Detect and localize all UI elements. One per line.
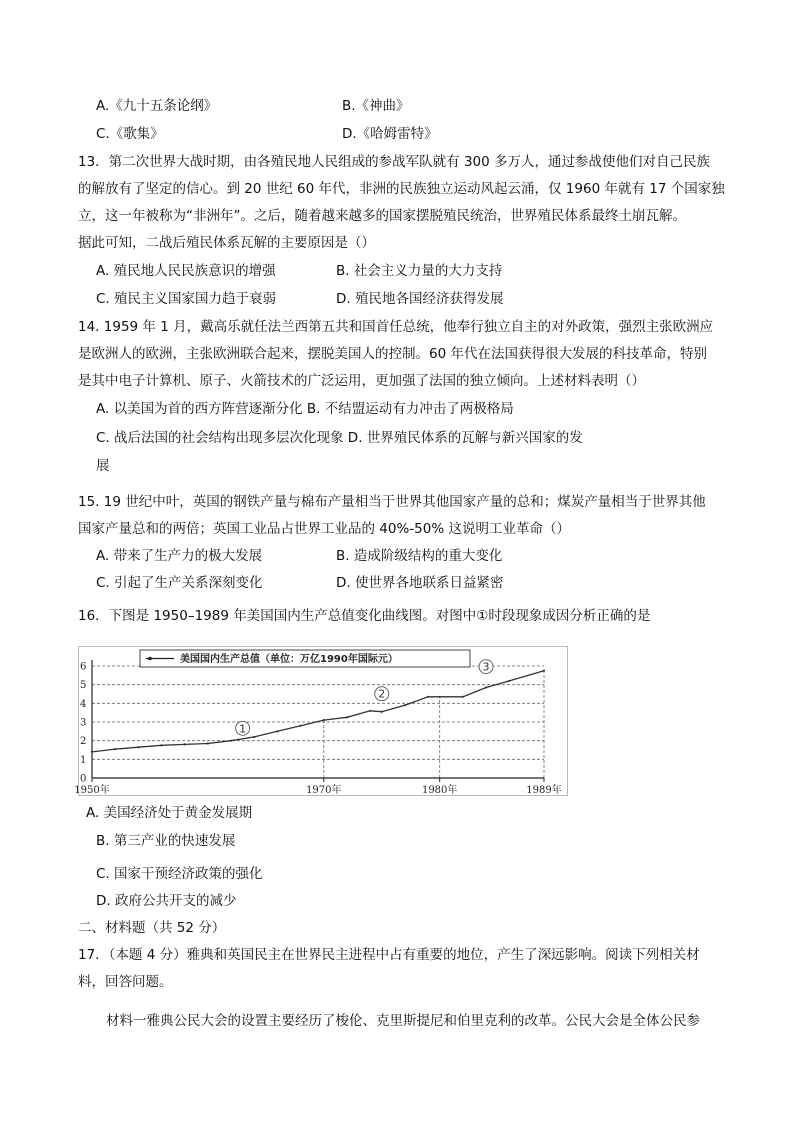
annotation-label-1: 1 <box>239 722 247 736</box>
q13-option-a: A. 殖民地人民民族意识的增强 <box>96 263 276 279</box>
gdp-point-1970 <box>323 719 325 721</box>
q13-line-3: 立，这一年被称为“非洲年”。之后，随着越来越多的国家摆脱殖民统治，世界殖民体系最终土崩瓦解。 <box>78 208 686 224</box>
q16-option-c: C. 国家干预经济政策的强化 <box>96 866 263 882</box>
gdp-point-1950 <box>91 751 93 753</box>
q17-line-1: 17．（本题 4 分）雅典和英国民主在世界民主进程中占有重要的地位，产生了深远影响。阅读下列相关材 <box>78 947 700 963</box>
q13-option-b: B. 社会主义力量的大力支持 <box>336 263 503 279</box>
q15-line-2: 国家产量总和的两倍；英国工业品占世界工业品的 40%-50% 这说明工业革命（） <box>78 521 570 537</box>
q16-option-b: B. 第三产业的快速发展 <box>96 833 236 849</box>
gdp-point-1972 <box>346 716 348 718</box>
q12-option-d: D.《哈姆雷特》 <box>342 126 438 142</box>
q13-line-1: 13．第二次世界大战时期，由各殖民地人民组成的参战军队就有 300 多万人，通过参战使他们对自己民族 <box>78 154 711 170</box>
q12-option-c: C.《歌集》 <box>96 126 164 142</box>
q12-option-b: B.《神曲》 <box>342 98 410 114</box>
y-tick-label-0: 0 <box>80 773 87 785</box>
gdp-point-1968 <box>300 725 302 727</box>
q17-line-2: 料，回答问题。 <box>78 974 173 990</box>
q13-option-c: C. 殖民主义国家国力趋于衰弱 <box>96 291 277 307</box>
gdp-point-1954 <box>137 746 139 748</box>
q16-line: 16．下图是 1950–1989 年美国国内生产总值变化曲线图。对图中①时段现象成因分析正确的是 <box>78 608 651 624</box>
gdp-point-1979 <box>427 696 429 698</box>
annotation-label-3: 3 <box>482 660 490 674</box>
gdp-point-1974 <box>369 710 371 712</box>
gdp-point-1989 <box>543 670 545 672</box>
y-tick-label-1: 1 <box>80 754 87 766</box>
q14-line-1: 14. 1959 年 1 月，戴高乐就任法兰西第五共和国首任总统，他奉行独立自主的对外政策，强烈主张欧洲应 <box>78 319 714 335</box>
q14-option-cd: C. 战后法国的社会结构出现多层次化现象 D. 世界殖民体系的瓦解与新兴国家的发 <box>96 430 583 446</box>
gdp-chart-svg <box>74 646 568 796</box>
gdp-point-1984 <box>485 686 487 688</box>
y-tick-label-3: 3 <box>80 717 87 729</box>
gdp-point-1958 <box>184 743 186 745</box>
q12-option-a: A.《九十五条论纲》 <box>96 98 218 114</box>
gdp-point-1980 <box>439 696 441 698</box>
y-tick-label-4: 4 <box>80 698 87 710</box>
section-title: 二、材料题（共 52 分） <box>78 920 226 936</box>
chart-legend <box>140 650 470 667</box>
gdp-point-1960 <box>207 742 209 744</box>
q14-line-2: 是欧洲人的欧洲，主张欧洲联合起来，摆脱美国人的控制。60 年代在法国获得很大发展的科技革命，特别 <box>78 346 707 362</box>
q13-line-2: 的解放有了坚定的信心。到 20 世纪 60 年代，非洲的民族独立运动风起云涌，仅 1960 年就有 17 个国家独 <box>78 181 725 197</box>
x-tick-label-1950: 1950年 <box>74 785 110 796</box>
q14-line-3: 是其中电子计算机、原子、火箭技术的广泛运用，更加强了法国的独立倾向。上述材料表明（） <box>78 373 645 389</box>
q14-option-cd-tail: 展 <box>96 458 110 474</box>
gdp-point-1986 <box>508 680 510 682</box>
gdp-point-1982 <box>462 696 464 698</box>
annotation-label-2: 2 <box>378 687 386 701</box>
q15-option-d: D. 使世界各地联系日益紧密 <box>336 575 504 591</box>
y-tick-label-5: 5 <box>80 680 87 692</box>
q16-option-d: D. 政府公共开支的减少 <box>96 893 237 909</box>
x-tick-label-1970: 1970年 <box>306 785 342 796</box>
q13-option-d: D. 殖民地各国经济获得发展 <box>336 291 504 307</box>
q15-option-c: C. 引起了生产关系深刻变化 <box>96 575 263 591</box>
gdp-point-1975 <box>381 711 383 713</box>
q14-option-ab: A. 以美国为首的西方阵营逐渐分化 B. 不结盟运动有力冲击了两极格局 <box>96 401 514 417</box>
legend-marker <box>148 657 152 661</box>
q15-option-b: B. 造成阶级结构的重大变化 <box>336 548 503 564</box>
q16-option-a: A. 美国经济处于黄金发展期 <box>86 805 253 821</box>
gdp-point-1977 <box>404 704 406 706</box>
gdp-point-1956 <box>160 744 162 746</box>
legend-label: 美国国内生产总值（单位：万亿1990年国际元） <box>180 654 398 665</box>
q17-material-1: 材料一雅典公民大会的设置主要经历了梭伦、克里斯提尼和伯里克利的改革。公民大会是全体公民参 <box>106 1013 700 1029</box>
chart-frame <box>79 647 568 796</box>
gdp-point-1966 <box>276 730 278 732</box>
gdp-line-chart <box>74 646 568 796</box>
q13-line-4: 据此可知，二战后殖民体系瓦解的主要原因是（） <box>78 235 375 251</box>
y-tick-label-6: 6 <box>80 661 87 673</box>
y-tick-label-2: 2 <box>80 736 87 748</box>
x-tick-label-1980: 1980年 <box>421 785 458 796</box>
gdp-point-1964 <box>253 736 255 738</box>
q15-line-1: 15. 19 世纪中叶，英国的钢铁产量与棉布产量相当于世界其他国家产量的总和；煤炭产量相当于世界其他 <box>78 494 706 510</box>
x-tick-label-1989: 1989年 <box>526 785 562 796</box>
q15-option-a: A. 带来了生产力的极大发展 <box>96 548 263 564</box>
gdp-point-1952 <box>114 748 116 750</box>
gdp-point-1962 <box>230 740 232 742</box>
